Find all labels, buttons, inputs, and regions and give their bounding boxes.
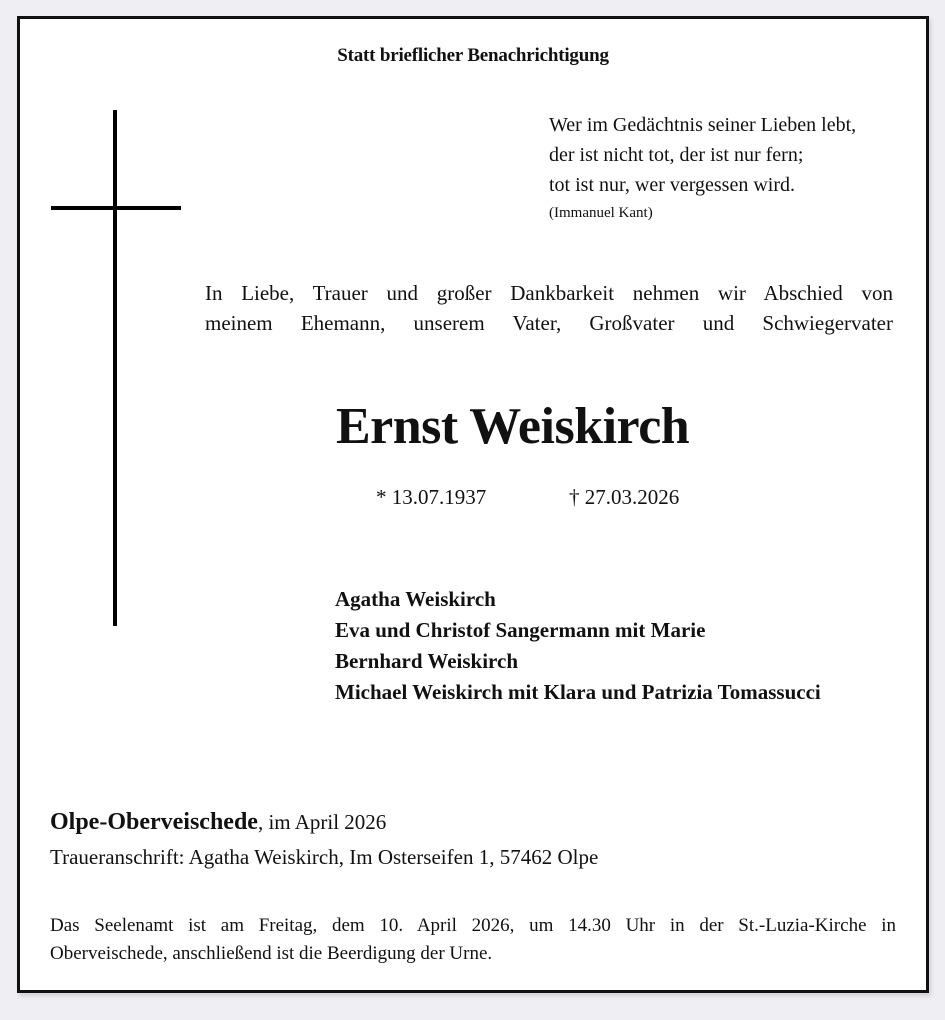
- deceased-name: Ernst Weiskirch: [336, 398, 690, 455]
- place-date-line: [50, 809, 386, 836]
- quote-line: der ist nicht tot, der ist nur fern;: [549, 144, 804, 166]
- mourners-list: [335, 584, 821, 708]
- quote-block: [549, 110, 856, 226]
- mourner-item: Agatha Weiskirch: [335, 587, 496, 611]
- death-date: † 27.03.2026: [569, 485, 680, 509]
- service-line: Das Seelenamt ist am Freitag, dem 10. April 2026, um 14.30 Uhr in der St.-Luzia-Kirche in: [50, 915, 896, 936]
- mourner-item: Bernhard Weiskirch: [335, 649, 519, 673]
- cross-vertical-bar: [113, 110, 117, 626]
- quote-line: tot ist nur, wer vergessen wird.: [549, 174, 796, 196]
- service-line: Oberveischede, anschließend ist die Beerdigung der Urne.: [50, 943, 493, 964]
- intro-line: In Liebe, Trauer und großer Dankbarkeit nehmen wir Abschied von: [205, 281, 893, 305]
- intro-text: [205, 278, 893, 338]
- place-date: , im April 2026: [257, 810, 387, 834]
- mourner-item: Eva und Christof Sangermann mit Marie: [335, 618, 706, 642]
- place-city: Olpe-Oberveischede: [50, 809, 258, 835]
- quote-line: Wer im Gedächtnis seiner Lieben lebt,: [549, 114, 857, 136]
- quote-author: (Immanuel Kant): [549, 205, 653, 221]
- mourning-address: Traueranschrift: Agatha Weiskirch, Im Osterseifen 1, 57462 Olpe: [50, 845, 599, 869]
- birth-date: * 13.07.1937: [376, 485, 487, 509]
- service-info: [50, 912, 896, 968]
- mourner-item: Michael Weiskirch mit Klara und Patrizia Tomassucci: [335, 680, 821, 704]
- intro-line: meinem Ehemann, unserem Vater, Großvater und Schwiegervater: [205, 311, 893, 335]
- notice-header: Statt brieflicher Benachrichtigung: [337, 45, 609, 66]
- obituary-notice: [17, 16, 929, 993]
- cross-horizontal-bar: [51, 206, 181, 210]
